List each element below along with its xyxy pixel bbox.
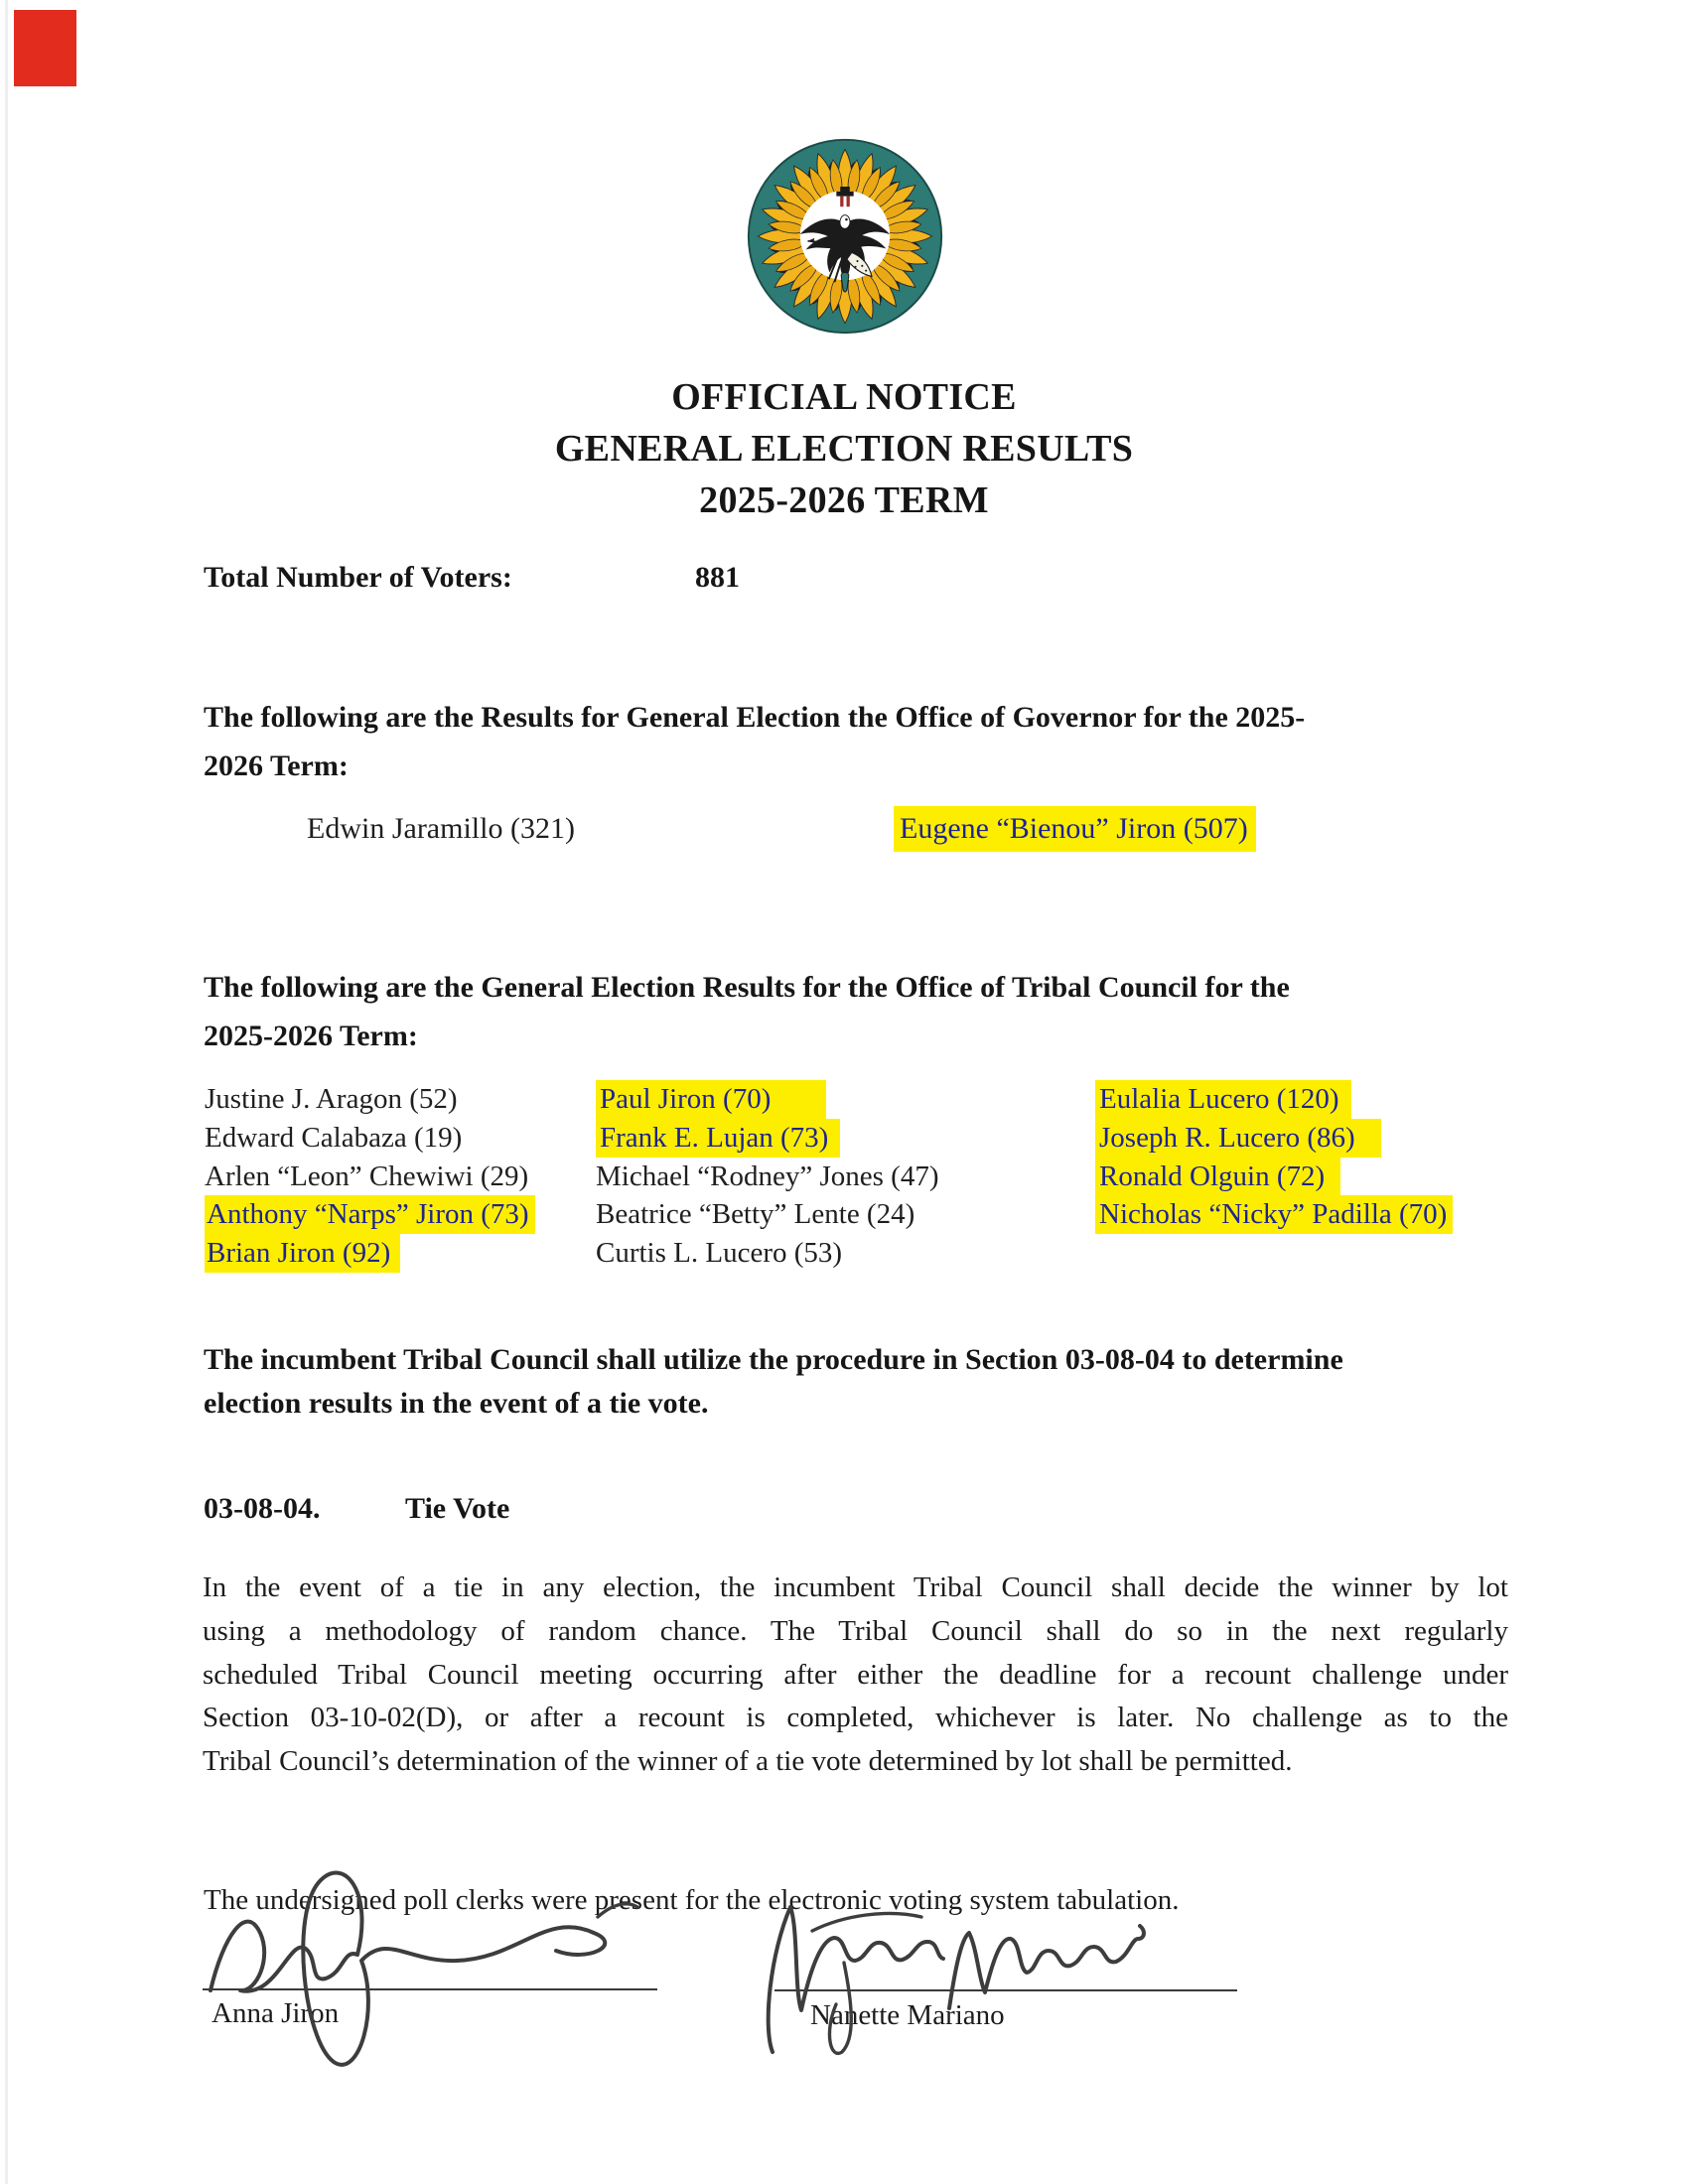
- title-line-3: 2025-2026 TERM: [699, 479, 989, 521]
- signatory-name: Anna Jiron: [211, 1997, 340, 2029]
- corner-red-mark: [14, 10, 76, 86]
- total-voters-value: 881: [695, 561, 740, 594]
- council-candidate-winner: Anthony “Narps” Jiron (73): [205, 1195, 535, 1234]
- council-candidate: Beatrice “Betty” Lente (24): [596, 1198, 915, 1230]
- paragraph-line: Tribal Council’s determination of the winner of a tie vote determined by lot shall be permitted.: [203, 1745, 1293, 1778]
- section-number: 03-08-04.: [204, 1492, 321, 1525]
- council-candidate-winner: Nicholas “Nicky” Padilla (70): [1095, 1195, 1453, 1234]
- tie-note-line-2: election results in the event of a tie vote.: [204, 1387, 709, 1420]
- paragraph-line: using a methodology of random chance. The Tribal Council shall do so in the next regularly: [203, 1614, 1508, 1647]
- anna-jiron-signature: [211, 1872, 605, 2064]
- title-line-2: GENERAL ELECTION RESULTS: [554, 428, 1134, 470]
- council-candidate: Michael “Rodney” Jones (47): [596, 1160, 939, 1192]
- council-row: [0, 1119, 1688, 1158]
- paragraph-line: In the event of a tie in any election, the incumbent Tribal Council shall decide the winner by lot: [203, 1571, 1508, 1603]
- council-candidate: Justine J. Aragon (52): [205, 1083, 458, 1115]
- tie-procedure-note: [204, 1338, 1343, 1426]
- council-candidate-winner: Brian Jiron (92): [205, 1234, 400, 1273]
- nanette-signature-surname: [949, 1926, 1144, 2008]
- council-heading-line-1: The following are the General Election Results for the Office of Tribal Council for the: [204, 971, 1290, 1004]
- title-line-1: OFFICIAL NOTICE: [671, 376, 1017, 418]
- signatory-name: Nanette Mariano: [810, 1999, 1005, 2031]
- governor-section-heading: [204, 693, 1305, 790]
- council-candidate-winner: Joseph R. Lucero (86): [1095, 1119, 1381, 1158]
- governor-heading-line-2: 2026 Term:: [204, 750, 349, 782]
- section-title: Tie Vote: [405, 1492, 510, 1525]
- tie-vote-paragraph: [203, 1567, 1508, 1784]
- nanette-signature-descender: [829, 1963, 851, 2053]
- document-title: [0, 371, 1688, 526]
- paragraph-line: scheduled Tribal Council meeting occurring after either the deadline for a recount challenge under: [203, 1658, 1508, 1691]
- council-row: [0, 1158, 1688, 1196]
- governor-candidate-winner: Eugene “Bienou” Jiron (507): [894, 806, 1256, 852]
- council-heading-line-2: 2025-2026 Term:: [204, 1020, 418, 1052]
- total-voters-label: Total Number of Voters:: [204, 561, 512, 594]
- governor-heading-line-1: The following are the Results for General Election the Office of Governor for the 2025-: [204, 701, 1306, 734]
- governor-candidate: Edwin Jaramillo (321): [307, 812, 575, 845]
- council-candidate-winner: Paul Jiron (70): [596, 1080, 826, 1119]
- tie-note-line-1: The incumbent Tribal Council shall utilize the procedure in Section 03-08-04 to determine: [204, 1343, 1343, 1376]
- handwritten-signatures: [149, 1842, 1390, 2085]
- council-candidate-winner: Frank E. Lujan (73): [596, 1119, 840, 1158]
- council-row: [0, 1195, 1688, 1234]
- council-row: [0, 1234, 1688, 1273]
- council-row: [0, 1080, 1688, 1119]
- nanette-signature-tcross: [812, 1913, 921, 1931]
- poll-clerks-sentence: The undersigned poll clerks were present for the electronic voting system tabulation.: [204, 1884, 1180, 1916]
- council-candidate-winner: Ronald Olguin (72): [1095, 1158, 1340, 1196]
- council-candidate-winner: Eulalia Lucero (120): [1095, 1080, 1351, 1119]
- paragraph-line: Section 03-10-02(D), or after a recount is completed, whichever is later. No challenge as to the: [203, 1702, 1508, 1734]
- tribal-seal: [745, 131, 945, 341]
- council-candidate: Curtis L. Lucero (53): [596, 1237, 843, 1269]
- council-candidate: Edward Calabaza (19): [205, 1122, 463, 1154]
- anna-signature-flourish: [598, 1904, 637, 1917]
- nanette-mariano-signature: [769, 1907, 943, 2052]
- council-candidate: Arlen “Leon” Chewiwi (29): [205, 1160, 529, 1192]
- council-section-heading: [204, 963, 1290, 1060]
